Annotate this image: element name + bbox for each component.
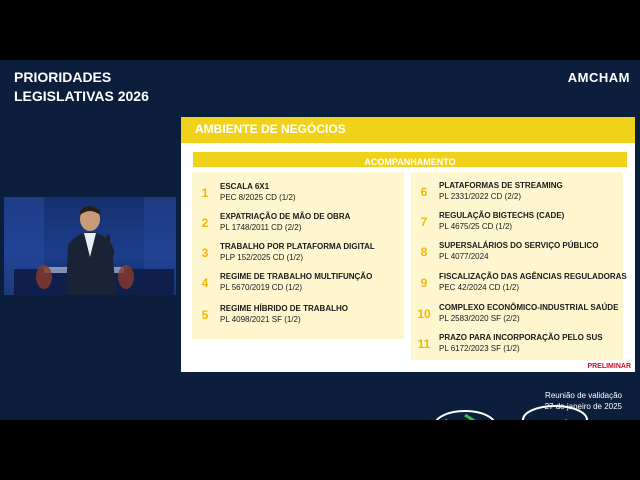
priority-title: TRABALHO POR PLATAFORMA DIGITAL: [220, 242, 375, 251]
priority-bill: PL 5670/2019 CD (1/2): [220, 283, 302, 292]
slide-panel: [181, 117, 635, 372]
priority-bill: PL 4675/25 CD (1/2): [439, 222, 513, 231]
priority-number: 9: [420, 276, 428, 290]
right-priority-panel: [411, 172, 627, 360]
priority-title: REGIME HÍBRIDO DE TRABALHO: [220, 304, 348, 313]
priority-bill: PL 4077/2024: [439, 252, 489, 261]
priority-title: PLATAFORMAS DE STREAMING: [439, 181, 563, 190]
slide-title: AMBIENTE DE NEGÓCIOS: [195, 122, 346, 136]
priority-number: 1: [201, 186, 209, 200]
priority-bill: PL 2331/2022 CD (2/2): [439, 192, 521, 201]
priority-number: 4: [201, 276, 209, 290]
priority-number: 8: [420, 245, 428, 259]
slide-header: [181, 117, 635, 143]
priority-bill: PL 6172/2023 SF (1/2): [439, 344, 520, 353]
page-title: [14, 68, 234, 106]
preliminary-label: PRELIMINAR: [587, 363, 631, 370]
priority-number: 2: [201, 216, 209, 230]
priority-number: 5: [201, 308, 209, 322]
priority-title: COMPLEXO ECONÔMICO-INDUSTRIAL SAÚDE: [439, 303, 619, 312]
priority-title: REGIME DE TRABALHO MULTIFUNÇÃO: [220, 272, 373, 281]
footer-line-2: 27 de janeiro de 2025: [544, 402, 622, 411]
meeting-footer: [545, 390, 622, 412]
priority-bill: PEC 42/2024 CD (1/2): [439, 283, 520, 292]
priority-bill: PL 1748/2011 CD (2/2): [220, 223, 302, 232]
priority-title: ESCALA 6X1: [220, 182, 270, 191]
priority-bill: PL 4098/2021 SF (1/2): [220, 315, 301, 324]
priority-title: REGULAÇÃO BIGTECHS (CADE): [439, 211, 565, 220]
amcham-logo: AMCHAM: [567, 70, 630, 85]
priority-title: FISCALIZAÇÃO DAS AGÊNCIAS REGULADORAS: [439, 272, 627, 281]
priority-title: SUPERSALÁRIOS DO SERVIÇO PÚBLICO: [439, 241, 599, 250]
priority-number: 11: [417, 337, 431, 351]
speaker-image: [4, 197, 176, 295]
presentation-stage: [0, 60, 640, 420]
priority-bill: PLP 152/2025 CD (1/2): [220, 253, 304, 262]
slide-subtitle: ACOMPANHAMENTO: [364, 157, 456, 167]
footer-line-1: Reunião de validação: [545, 391, 622, 400]
priority-number: 3: [201, 246, 209, 260]
priority-number: 10: [417, 307, 431, 321]
title-line-1: PRIORIDADES: [14, 69, 112, 85]
left-priority-panel: [192, 172, 404, 339]
speaker-video-feed[interactable]: [4, 197, 176, 295]
priority-bill: PEC 8/2025 CD (1/2): [220, 193, 296, 202]
slide-subheader: [193, 152, 627, 167]
priority-number: 6: [420, 185, 428, 199]
title-line-2: LEGISLATIVAS 2026: [14, 88, 149, 104]
priority-title: PRAZO PARA INCORPORAÇÃO PELO SUS: [439, 333, 603, 342]
priority-bill: PL 2583/2020 SF (2/2): [439, 314, 520, 323]
priority-title: EXPATRIAÇÃO DE MÃO DE OBRA: [220, 212, 351, 221]
priority-number: 7: [420, 215, 428, 229]
